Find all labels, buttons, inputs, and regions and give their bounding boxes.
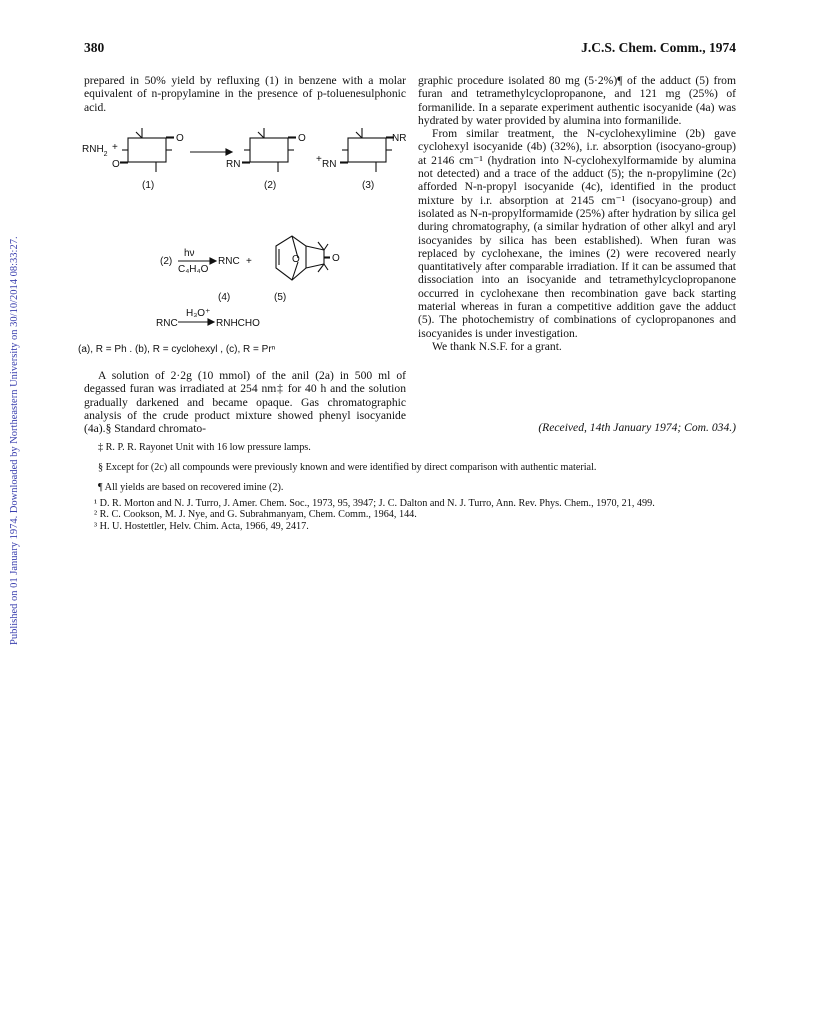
compound-2-o: O — [298, 133, 306, 144]
left-column-lower — [84, 369, 406, 435]
scheme-plus-2: + — [316, 154, 322, 165]
right-paragraph-3: We thank N.S.F. for a grant. — [432, 339, 562, 353]
compound-2-rn: RN — [226, 159, 241, 170]
reference-3: ³ H. U. Hostettler, Helv. Chim. Acta, 1966, 49, 2417. — [94, 520, 309, 532]
footnote-3: ¶ All yields are based on recovered imine (2). — [98, 482, 284, 493]
reference-1: ¹ D. R. Morton and N. J. Turro, J. Amer. Chem. Soc., 1973, 95, 3947; J. C. Dalton and N. J. Turro, Ann. Rev. Phys. Chem., 1970, 21, 499. — [94, 498, 655, 509]
scheme-rnc-2: RNC — [156, 318, 178, 329]
compound-5-o: O — [332, 253, 340, 264]
compound-3-structure — [340, 128, 394, 172]
reaction-arrow-3 — [178, 319, 214, 325]
scheme-compound-2-prefix: (2) — [160, 256, 173, 267]
scheme-plus-1: + — [112, 142, 118, 153]
compound-3-nr: NR — [392, 133, 407, 144]
compound-5-label: (5) — [274, 292, 287, 303]
left-paragraph-1: prepared in 50% yield by refluxing (1) in benzene with a molar equivalent of n-propylamine in the presence of p-toluenesulphonic acid. — [84, 74, 406, 114]
compound-1-label: (1) — [142, 180, 155, 191]
reference-2: ² R. C. Cookson, M. J. Nye, and G. Subrahmanyam, Chem. Comm., 1964, 144. — [94, 509, 417, 521]
right-paragraph-2: From similar treatment, the N-cyclohexylimine (2b) gave cyclohexyl isocyanide (4b) (32%), i.r. absorption (isocyano-group) at 2146 cm⁻¹ (hydration into N-cyclohexylformamide by alumina not detected) and a trace of the adduct (5); the n-propylimine (2c) afforded N-n-propyl isocyanide (4c), identified in the product mixture by i.r. absorption at 2145 cm⁻¹ (isocyano-group) and isolated as N-n-propylformamide (25%) after hydration by silica gel during chromatography, (a similar hydration of other alkyl and aryl isocyanides by silica has been established). When furan was replaced by cyclohexane, the imines (2) were recovered nearly quantitatively after comparable irradiation. If it can be assumed that dissociation into an isocyanide and tetramethylcyclopropanone occurred in cyclohexane then recombination gave back starting material whereas in furan a competitive addition gave the adduct (5). The photochemistry of combinations of cyclopropanones and isocyanides is under investigation. — [418, 127, 736, 340]
right-paragraph-1: graphic procedure isolated 80 mg (5·2%)¶ of the adduct (5) from furan and tetramethylcyclopropanone, and 121 mg (25%) of formanilide. In a separate experiment authentic isocyanide (4a) was hydrated by water provided by alumina into formanilide. — [418, 74, 736, 127]
scheme-solvent: C₄H₄O — [178, 264, 209, 275]
scheme-rnc-1: RNC — [218, 256, 240, 267]
left-column — [84, 74, 406, 114]
footnotes — [84, 442, 736, 502]
references — [84, 498, 736, 532]
compound-1-o-top: O — [176, 133, 184, 144]
compound-3-rn: RN — [322, 159, 337, 170]
scheme-rnh2: $RNH_2$ — [82, 144, 108, 158]
compound-3-label: (3) — [362, 180, 375, 191]
compound-5-o-bridge: O — [292, 254, 300, 265]
scheme-plus-3: + — [246, 256, 252, 267]
running-head: J.C.S. Chem. Comm., 1974 — [581, 40, 736, 55]
reaction-scheme — [78, 120, 408, 365]
reaction-arrow-1 — [190, 149, 232, 155]
footnote-1: ‡ R. P. R. Rayonet Unit with 16 low pressure lamps. — [98, 442, 311, 453]
right-column — [418, 74, 736, 353]
scheme-h3o: H₃O⁺ — [186, 308, 211, 319]
publication-watermark: Published on 01 January 1974. Downloaded by Northeastern University on 30/10/2014 08:33:27. — [9, 236, 20, 645]
compound-1-o-bottom: O — [112, 159, 120, 170]
received-line: (Received, 14th January 1974; Com. 034.) — [538, 421, 736, 434]
compound-2-structure — [242, 128, 296, 172]
scheme-rnhcho: RNHCHO — [216, 318, 260, 329]
left-paragraph-2: A solution of 2·2g (10 mmol) of the anil (2a) in 500 ml of degassed furan was irradiated at 254 nm‡ for 40 h and the solution gradually darkened and became opaque. Gas chromatographic analysis of the crude product mixture showed phenyl isocyanide (4a).§ Standard chromato- — [84, 369, 406, 436]
page-number: 380 — [84, 40, 105, 55]
footnote-2: § Except for (2c) all compounds were previously known and were identified by direct comparison with authentic material. — [98, 462, 597, 473]
scheme-hv: hν — [184, 248, 195, 259]
compound-1-structure — [120, 128, 174, 172]
compound-2-label: (2) — [264, 180, 277, 191]
scheme-legend: (a), R = Ph . (b), R = cyclohexyl , (c), R = Prⁿ — [78, 344, 276, 355]
compound-4-label: (4) — [218, 292, 231, 303]
compound-5-structure — [276, 236, 330, 280]
